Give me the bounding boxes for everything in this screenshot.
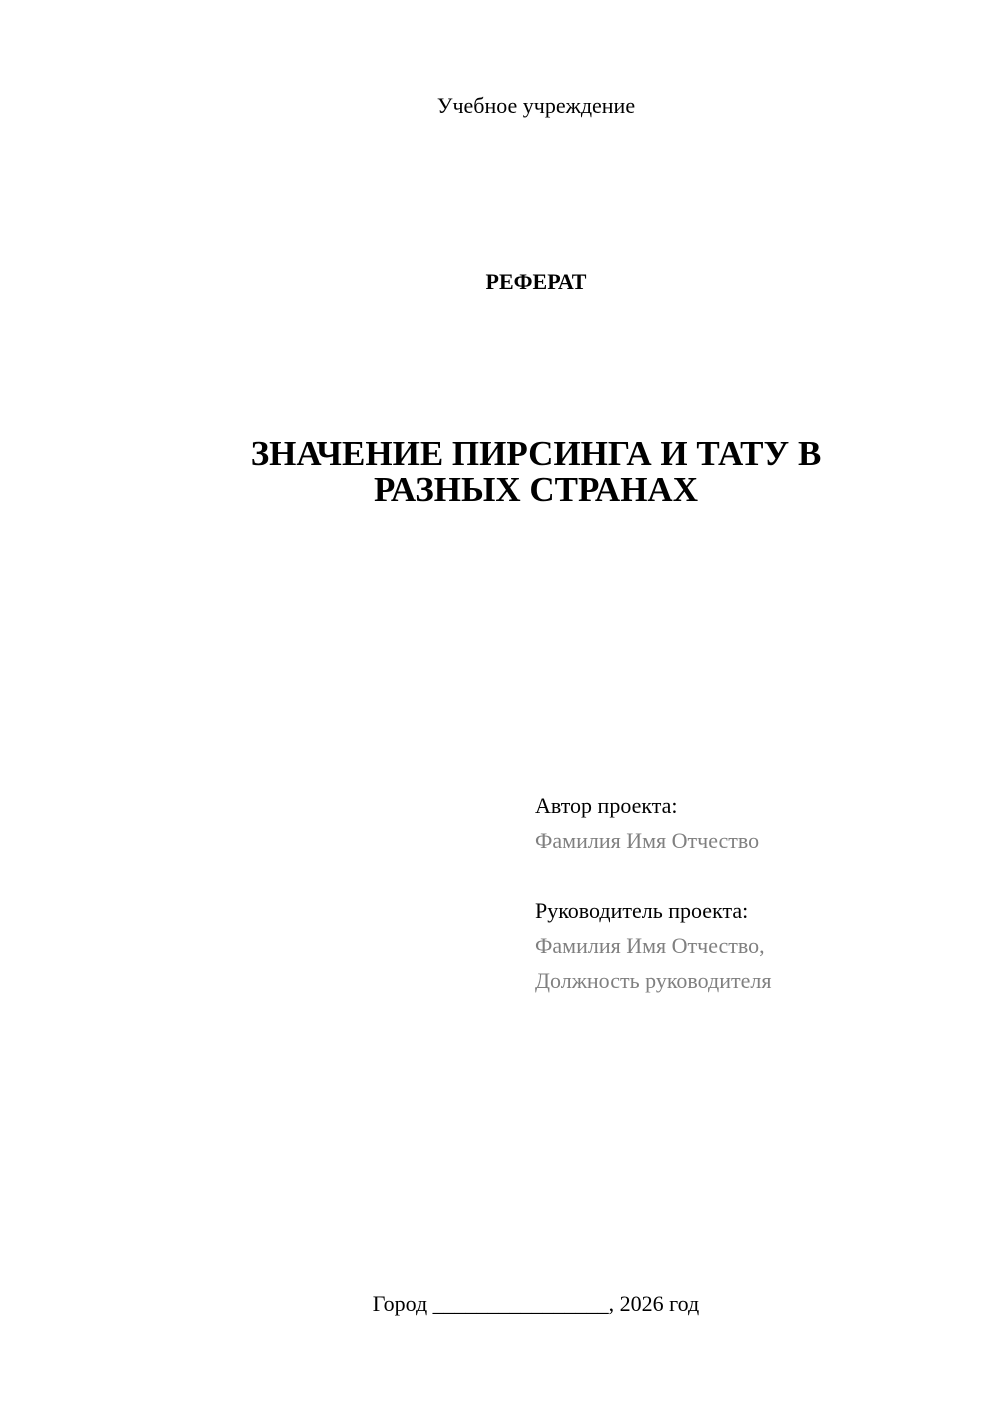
info-spacer: [535, 858, 975, 893]
supervisor-name: Фамилия Имя Отчество,: [535, 933, 765, 958]
author-label: Автор проекта:: [535, 793, 678, 818]
supervisor-label: Руководитель проекта:: [535, 898, 749, 923]
document-title: [160, 436, 912, 508]
author-name: Фамилия Имя Отчество: [535, 828, 760, 853]
city-year-footer: Город ________________, 2026 год: [372, 1291, 700, 1316]
institution-name: Учебное учреждение: [436, 93, 636, 118]
document-type: РЕФЕРАТ: [485, 269, 587, 294]
supervisor-position: Должность руководителя: [535, 968, 772, 993]
document-title-line-1: ЗНАЧЕНИЕ ПИРСИНГА И ТАТУ В: [250, 434, 822, 473]
project-info-block: [535, 788, 975, 998]
document-title-line-2: РАЗНЫХ СТРАНАХ: [374, 470, 698, 509]
